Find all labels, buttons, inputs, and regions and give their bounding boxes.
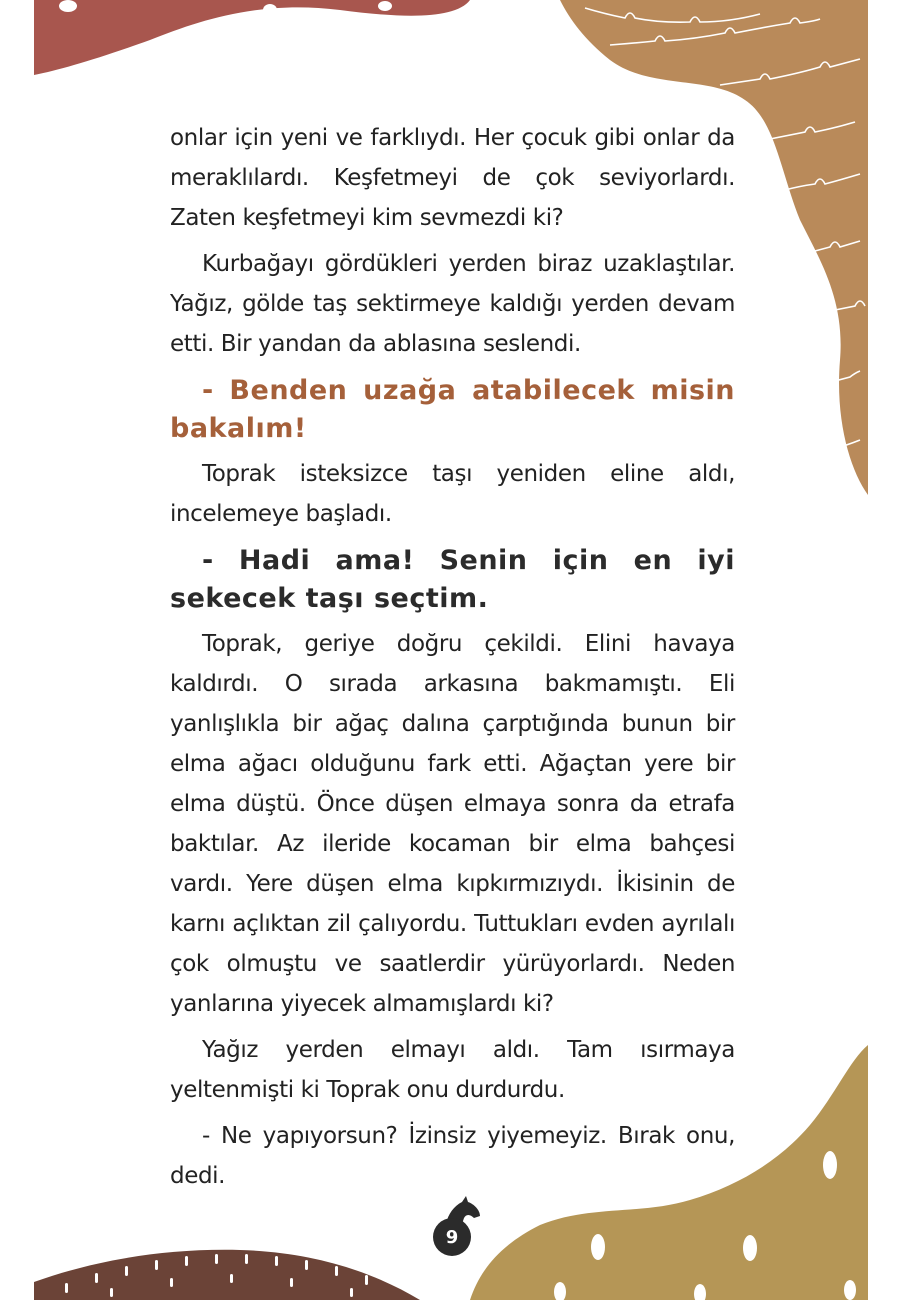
paragraph: onlar için yeni ve farklıydı. Her çocuk gibi onlar da meraklılardı. Keşfetmeyi de çok seviyorlardı. Zaten keşfetmeyi kim sevmezdi ki? [170,125,735,231]
page-number: 9 [433,1218,471,1256]
dialog-line: - Hadi ama! Senin için en iyi sekecek taşı seçtim. [170,545,735,614]
paragraph: Yağız yerden elmayı aldı. Tam ısırmaya yeltenmişti ki Toprak onu durdurdu. [170,1037,735,1103]
top-left-blob [34,0,470,75]
story-text [170,118,735,1196]
paragraph: Kurbağayı gördükleri yerden biraz uzaklaştılar. Yağız, gölde taş sektirmeye kaldığı yerden devam etti. Bir yandan da ablasına seslendi. [170,251,735,357]
paragraph: - Ne yapıyorsun? İzinsiz yiyemeyiz. Bırak onu, dedi. [170,1123,735,1189]
bottom-left-blob [34,1250,420,1300]
paragraph: Toprak isteksizce taşı yeniden eline aldı, incelemeye başladı. [170,461,735,527]
page-margin-left [0,0,34,1300]
page-margin-right [868,0,900,1300]
paragraph: Toprak, geriye doğru çekildi. Elini havaya kaldırdı. O sırada arkasına bakmamıştı. Eli yanlışlıkla bir ağaç dalına çarptığında bunun bir elma ağacı olduğunu fark etti. Ağaçtan yere bir elma düştü. Önce düşen elmaya sonra da etrafa baktılar. Az ileride kocaman bir elma bahçesi vardı. Yere düşen elma kıpkırmızıydı. İkisinin de karnı açlıktan zil çalıyordu. Tuttukları evden ayrılalı çok olmuştu ve saatlerdir yürüyorlardı. Neden yanlarına yiyecek almamışlardı ki? [170,631,735,1017]
dialog-line: - Benden uzağa atabilecek misin bakalım! [170,375,735,444]
